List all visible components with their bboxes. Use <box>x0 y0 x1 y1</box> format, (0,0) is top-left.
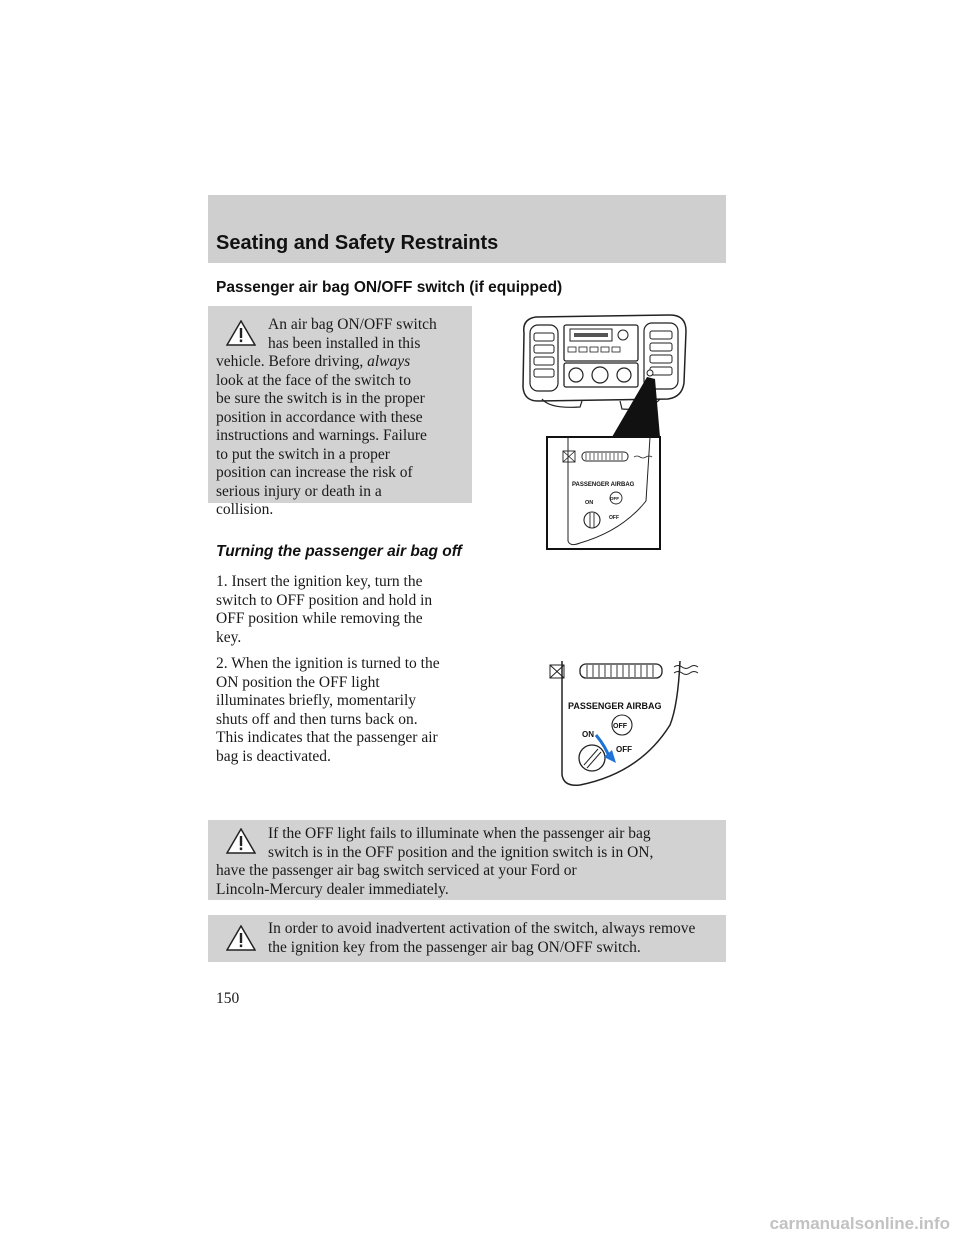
dashboard-switch-figure <box>510 305 695 555</box>
watermark: carmanualsonline.info <box>769 1214 950 1233</box>
warning-line: instructions and warnings. Failure <box>216 427 427 444</box>
warning-line: An air bag ON/OFF switch <box>268 316 437 333</box>
step-1-line: switch to OFF position and hold in <box>216 591 433 609</box>
warning-line: position can increase the risk of <box>216 464 413 481</box>
warning-line: position in accordance with these <box>216 408 423 426</box>
warning-line: have the passenger air bag switch serviced at your Ford or <box>216 862 577 879</box>
warning-line: serious injury or death in a <box>216 482 382 500</box>
step-2-line: 2. When the ignition is turned to the <box>216 655 440 672</box>
page-title: Seating and Safety Restraints <box>216 232 499 254</box>
warning-line: to put the switch in a proper <box>216 445 390 463</box>
subsection-heading: Turning the passenger air bag off <box>216 543 462 560</box>
warning-line: Lincoln-Mercury dealer immediately. <box>216 880 449 898</box>
warning-box-3 <box>208 915 726 962</box>
figure-2-label: PASSENGER AIRBAG <box>568 701 662 711</box>
figure-1-off-light: OFF <box>610 496 619 501</box>
step-2-line: ON position the OFF light <box>216 673 380 691</box>
warning-emphasis: always <box>367 353 411 370</box>
airbag-switch-closeup-figure <box>540 655 710 797</box>
figure-1-off: OFF <box>609 515 619 521</box>
figure-1-on: ON <box>585 500 594 506</box>
step-1-line: key. <box>216 628 242 646</box>
step-2-line: illuminates briefly, momentarily <box>216 692 417 709</box>
warning-triangle-icon <box>226 320 256 346</box>
figure-2-off-light: OFF <box>613 723 627 730</box>
warning-line: has been installed in this <box>268 334 421 352</box>
warning-line: the ignition key from the passenger air bag ON/OFF switch. <box>268 938 641 956</box>
section-heading: Passenger air bag ON/OFF switch (if equipped) <box>216 279 563 296</box>
warning-line: In order to avoid inadvertent activation of the switch, always remove <box>268 920 696 937</box>
warning-box-2 <box>208 820 726 900</box>
step-2-line: bag is deactivated. <box>216 747 331 765</box>
page-number: 150 <box>216 990 240 1007</box>
warning-line: If the OFF light fails to illuminate when the passenger air bag <box>268 825 651 842</box>
step-1-line: OFF position while removing the <box>216 610 423 627</box>
warning-line: switch is in the OFF position and the ignition switch is in ON, <box>268 843 654 861</box>
warning-triangle-icon <box>226 925 256 951</box>
warning-line: look at the face of the switch to <box>216 371 411 389</box>
step-2-line: shuts off and then turns back on. <box>216 710 418 728</box>
step-1-line: 1. Insert the ignition key, turn the <box>216 573 423 590</box>
warning-line: vehicle. Before driving, always <box>216 353 411 370</box>
warning-line: collision. <box>216 501 274 518</box>
step-2-line: This indicates that the passenger air <box>216 729 438 746</box>
figure-1-label: PASSENGER AIRBAG <box>572 482 635 488</box>
warning-triangle-icon <box>226 828 256 854</box>
warning-line: be sure the switch is in the proper <box>216 390 425 407</box>
figure-2-on: ON <box>582 730 594 739</box>
figure-2-off: OFF <box>616 745 632 754</box>
warning-box-1 <box>208 306 472 518</box>
